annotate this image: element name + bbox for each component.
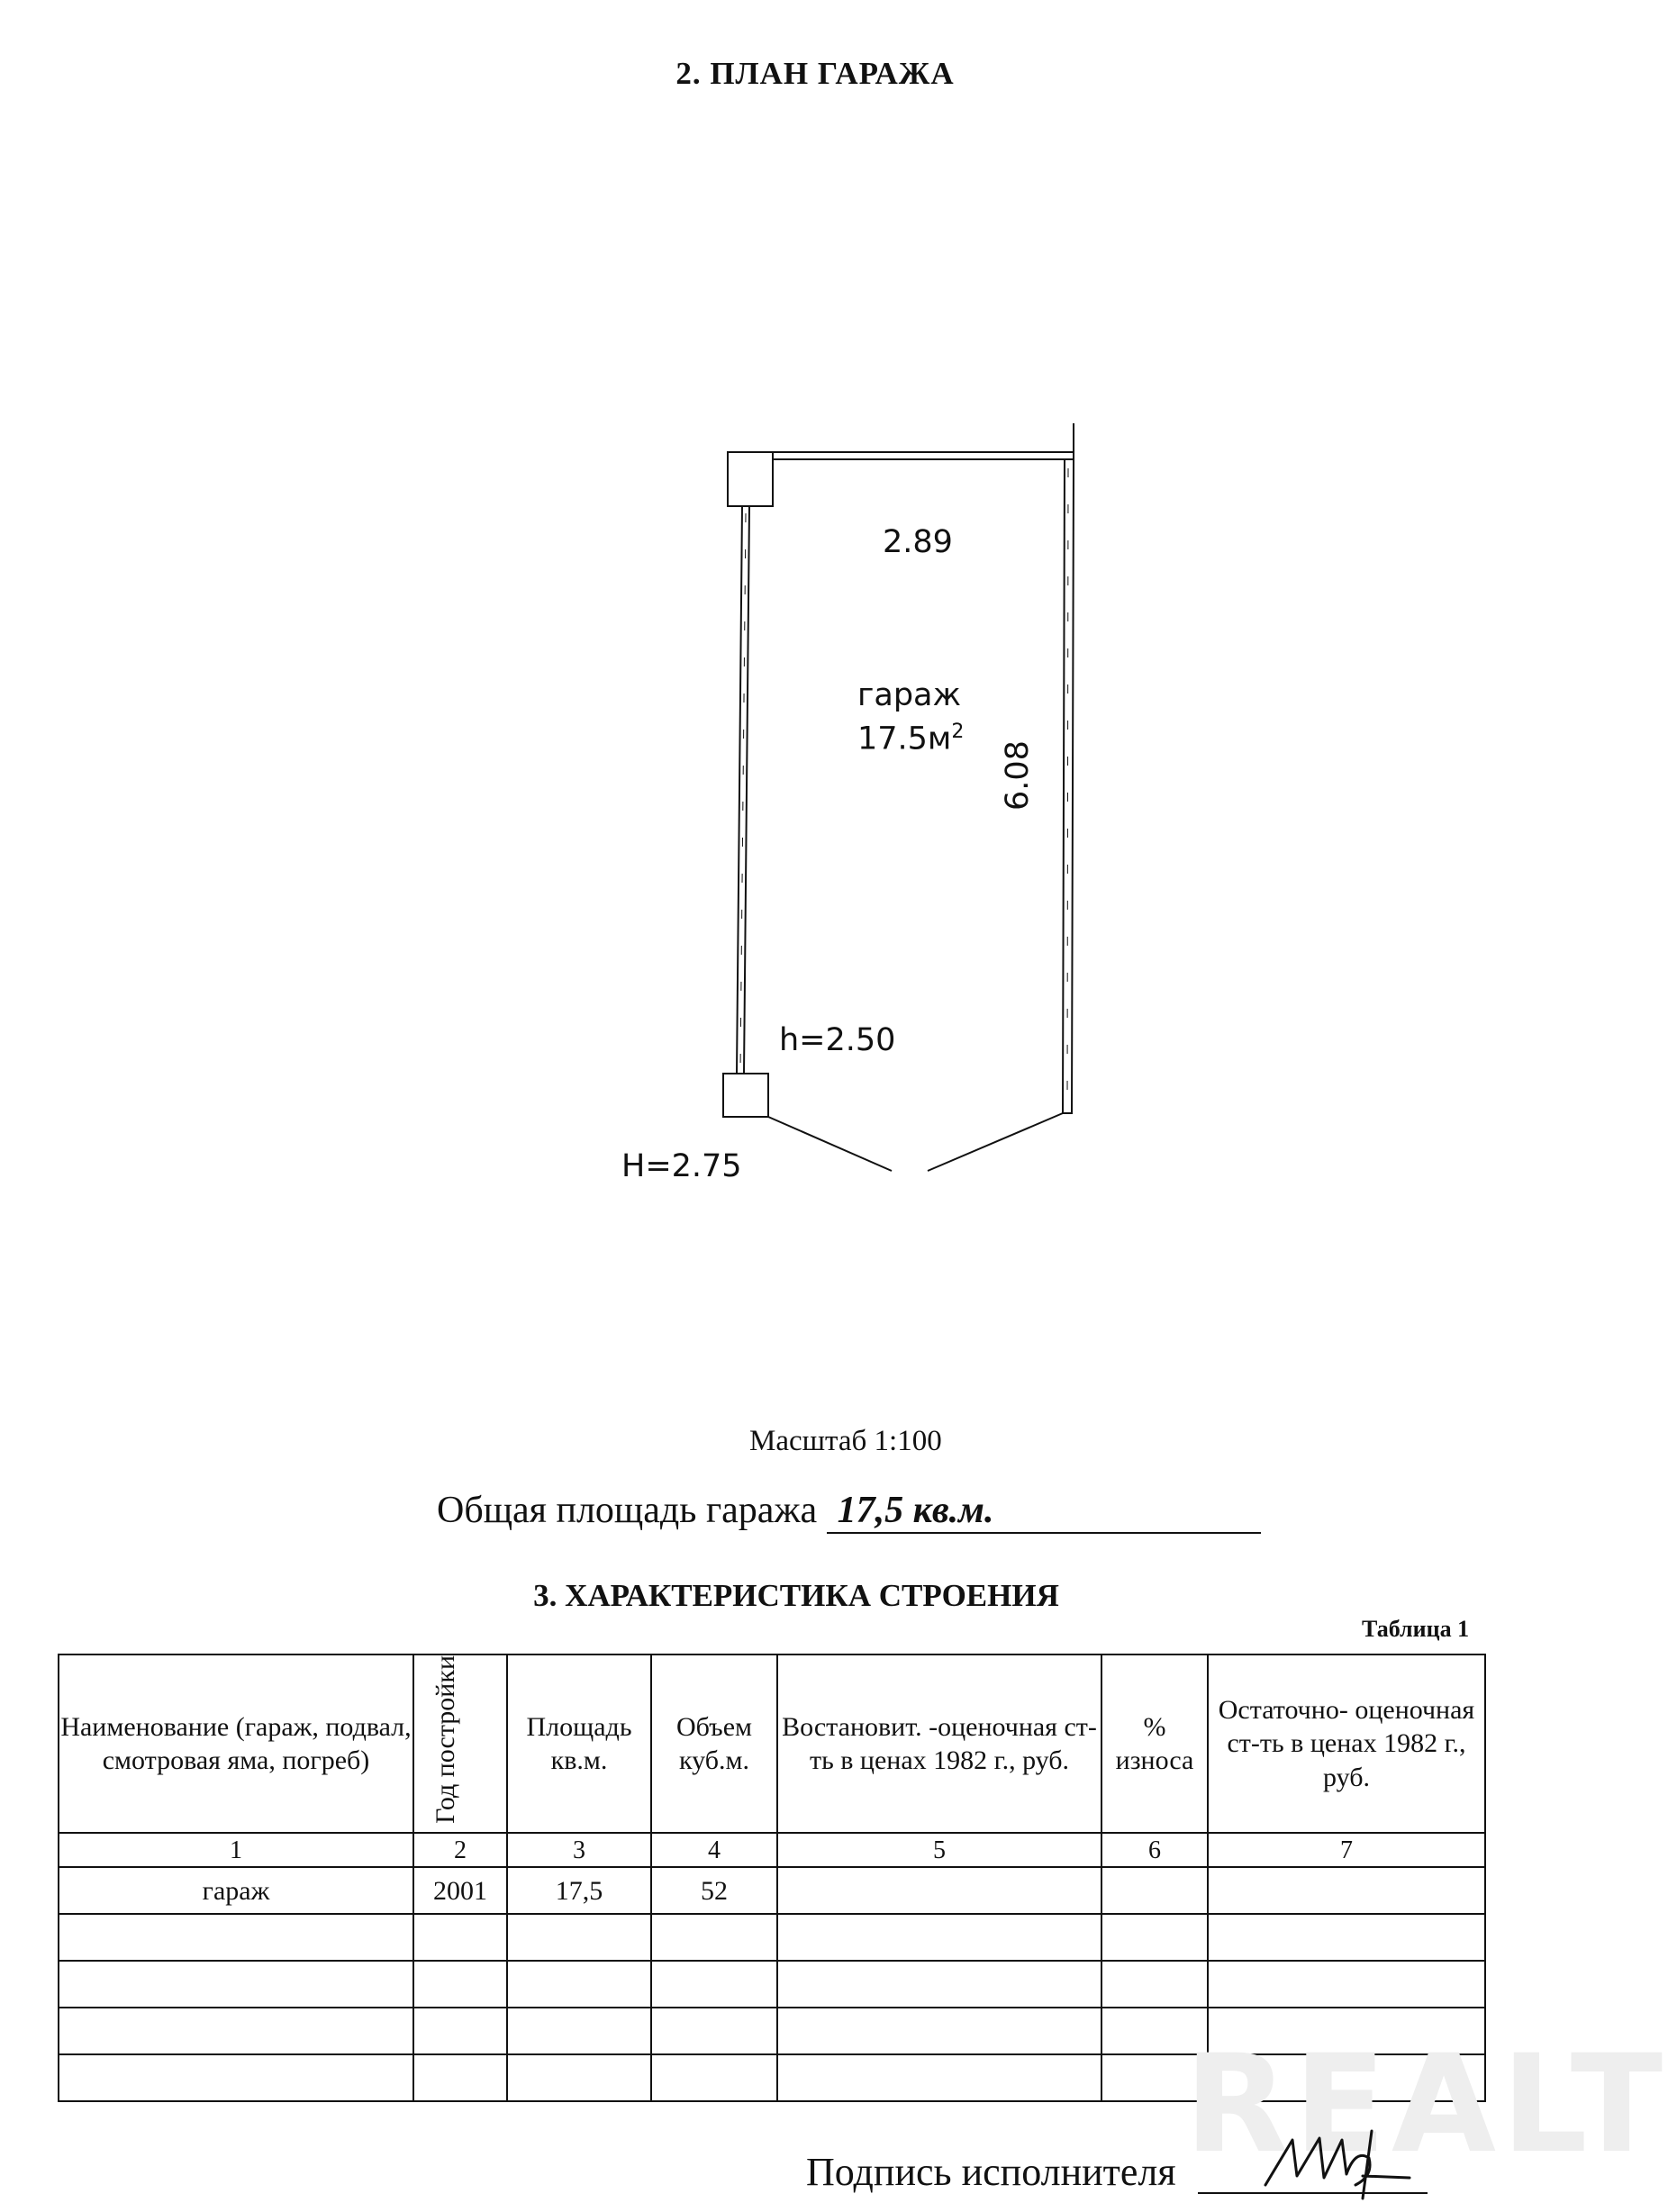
plan-room-name: гараж <box>857 677 962 713</box>
right-wall <box>1063 459 1074 1113</box>
plan-inner-height: h=2.50 <box>779 1022 896 1058</box>
col-number: 3 <box>507 1833 651 1867</box>
table-cell <box>777 1961 1101 2008</box>
total-area-value: 17,5 кв.м. <box>827 1489 1261 1534</box>
column-bottom-left <box>723 1074 768 1117</box>
table-cell <box>651 2054 777 2101</box>
plan-room-area-number: 17.5м <box>857 721 952 757</box>
table-row <box>59 1914 1485 1961</box>
door-right-leaf <box>928 1113 1063 1171</box>
table-caption: Таблица 1 <box>1362 1616 1470 1642</box>
col-number: 1 <box>59 1833 413 1867</box>
table-header-row <box>59 1654 1485 1833</box>
table-row <box>59 1961 1485 2008</box>
table-cell: гараж <box>59 1867 413 1914</box>
total-area-label: Общая площадь гаража <box>437 1490 818 1531</box>
scale-label: Масштаб 1:100 <box>749 1425 942 1457</box>
table-cell <box>651 1914 777 1961</box>
plan-width-label: 2.89 <box>883 524 953 560</box>
plan-room-area-sup: 2 <box>951 721 965 743</box>
table-cell <box>507 1914 651 1961</box>
table-cell <box>777 1867 1101 1914</box>
header-volume: Объем куб.м. <box>651 1654 777 1833</box>
table-cell <box>413 1914 507 1961</box>
top-wall <box>728 452 1074 459</box>
watermark-logo: REALT <box>1184 2026 1668 2183</box>
table-cell <box>413 2054 507 2101</box>
table-cell <box>413 1961 507 2008</box>
table-row <box>59 1867 1485 1914</box>
column-top-left <box>728 452 773 506</box>
table-cell: 17,5 <box>507 1867 651 1914</box>
table-cell <box>1101 1867 1208 1914</box>
table-cell <box>777 2008 1101 2054</box>
header-wear: % износа <box>1101 1654 1208 1833</box>
table-cell <box>777 1914 1101 1961</box>
col-number: 5 <box>777 1833 1101 1867</box>
table-column-numbers <box>59 1833 1485 1867</box>
total-area-line <box>437 1489 1261 1534</box>
table-cell <box>651 2008 777 2054</box>
table-cell <box>651 1961 777 2008</box>
plan-length-label: 6.08 <box>1000 740 1036 811</box>
table-cell <box>1208 1961 1485 2008</box>
table-cell <box>59 2054 413 2101</box>
table-cell <box>1101 1914 1208 1961</box>
table-cell <box>507 2054 651 2101</box>
handwritten-signature <box>1256 2122 1437 2203</box>
table-cell <box>59 1914 413 1961</box>
table-cell <box>1208 1867 1485 1914</box>
table-cell <box>1101 1961 1208 2008</box>
header-area: Площадь кв.м. <box>507 1654 651 1833</box>
header-name: Наименование (гараж, подвал, смотровая яма, погреб) <box>59 1654 413 1833</box>
table-cell <box>1208 1914 1485 1961</box>
table-cell <box>413 2008 507 2054</box>
table-cell <box>59 1961 413 2008</box>
signature-label: Подпись исполнителя <box>806 2150 1176 2194</box>
table-cell <box>507 2008 651 2054</box>
table-cell <box>507 1961 651 2008</box>
left-wall <box>737 506 749 1074</box>
plan-title: 2. ПЛАН ГАРАЖА <box>675 56 955 91</box>
col-number: 6 <box>1101 1833 1208 1867</box>
table-cell: 52 <box>651 1867 777 1914</box>
section3-title: 3. ХАРАКТЕРИСТИКА СТРОЕНИЯ <box>533 1578 1059 1613</box>
header-residual-cost: Остаточно- оценочная ст-ть в ценах 1982 г., руб. <box>1208 1654 1485 1833</box>
header-restoration-cost: Востановит. -оценочная ст-ть в ценах 1982 г., руб. <box>777 1654 1101 1833</box>
col-number: 7 <box>1208 1833 1485 1867</box>
table-cell: 2001 <box>413 1867 507 1914</box>
table-cell <box>59 2008 413 2054</box>
col-number: 2 <box>413 1833 507 1867</box>
plan-outer-height: H=2.75 <box>621 1148 742 1184</box>
col-number: 4 <box>651 1833 777 1867</box>
table-cell <box>777 2054 1101 2101</box>
plan-room-area <box>857 721 964 757</box>
door-left-leaf <box>768 1117 892 1171</box>
header-year: Год постройки <box>413 1654 507 1833</box>
